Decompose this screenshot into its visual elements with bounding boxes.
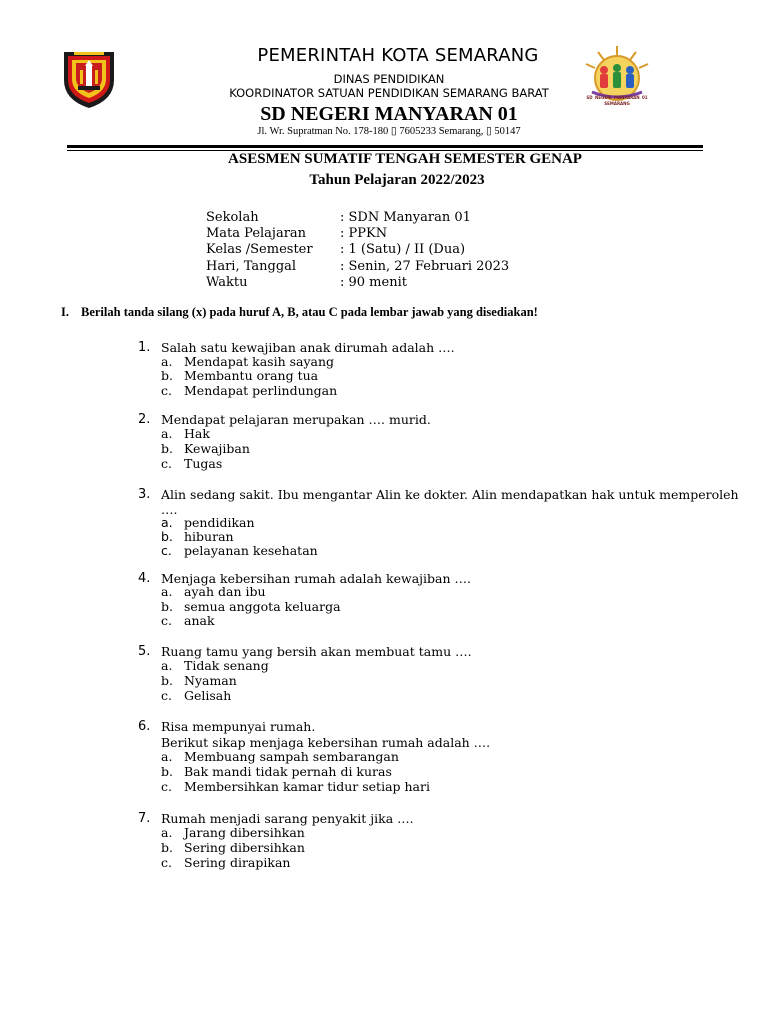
option-letter: c.	[161, 855, 172, 870]
question-text: Menjaga kebersihan rumah adalah kewajiban ….	[161, 571, 471, 586]
option-text: Sering dirapikan	[184, 855, 291, 870]
question-text: Rumah menjadi sarang penyakit jika ….	[161, 811, 414, 826]
option-letter: b.	[161, 441, 173, 456]
option-letter: b.	[161, 529, 173, 544]
option-text: Hak	[184, 426, 210, 441]
school-logo-caption: SD NEGERI MANYARAN 01 SEMARANG	[586, 95, 648, 106]
exam-year: Tahun Pelajaran 2022/2023	[309, 172, 485, 188]
question-number: 4.	[138, 571, 151, 586]
info-value: : Senin, 27 Februari 2023	[340, 259, 510, 274]
option-letter: b.	[161, 673, 173, 688]
header-department: DINAS PENDIDIKAN	[333, 72, 445, 86]
question-text-continued: Berikut sikap menjaga kebersihan rumah adalah ….	[161, 735, 491, 750]
option-text: Kewajiban	[184, 441, 250, 456]
option-letter: c.	[161, 779, 172, 794]
option-text: Tugas	[184, 456, 223, 471]
option-text: Membantu orang tua	[184, 368, 319, 383]
question-number: 6.	[138, 719, 151, 734]
header-divider-thick	[67, 145, 703, 148]
option-text: Tidak senang	[184, 658, 269, 673]
header-government: PEMERINTAH KOTA SEMARANG	[257, 45, 539, 66]
question-text-continued: ….	[161, 502, 178, 517]
info-label: Waktu	[206, 275, 248, 290]
option-text: Mendapat kasih sayang	[184, 354, 335, 369]
option-text: anak	[184, 613, 215, 628]
question-text: Mendapat pelajaran merupakan …. murid.	[161, 412, 431, 427]
option-letter: a.	[161, 515, 173, 530]
question-text: Alin sedang sakit. Ibu mengantar Alin ke dokter. Alin mendapatkan hak untuk memperoleh	[161, 487, 739, 502]
question-number: 5.	[138, 644, 151, 659]
question-text: Salah satu kewajiban anak dirumah adalah ….	[161, 340, 455, 355]
option-letter: a.	[161, 658, 173, 673]
option-text: Bak mandi tidak pernah di kuras	[184, 764, 392, 779]
option-text: Nyaman	[184, 673, 237, 688]
option-text: pendidikan	[184, 515, 255, 530]
option-letter: a.	[161, 825, 173, 840]
header-coordinator: KOORDINATOR SATUAN PENDIDIKAN SEMARANG BARAT	[229, 86, 549, 100]
question-number: 7.	[138, 811, 151, 826]
option-text: Sering dibersihkan	[184, 840, 305, 855]
header-school-name: SD NEGERI MANYARAN 01	[260, 103, 518, 125]
option-text: Mendapat perlindungan	[184, 383, 338, 398]
option-text: Gelisah	[184, 688, 232, 703]
info-label: Kelas /Semester	[206, 242, 313, 257]
info-value: : PPKN	[340, 226, 388, 241]
option-text: Jarang dibersihkan	[184, 825, 305, 840]
info-value: : SDN Manyaran 01	[340, 210, 471, 225]
info-label: Mata Pelajaran	[206, 226, 307, 241]
info-label: Sekolah	[206, 210, 259, 225]
option-letter: b.	[161, 840, 173, 855]
option-letter: c.	[161, 688, 172, 703]
instruction-text: Berilah tanda silang (x) pada huruf A, B, atau C pada lembar jawab yang disediakan!	[81, 305, 538, 319]
question-text: Risa mempunyai rumah.	[161, 719, 316, 734]
option-letter: c.	[161, 456, 172, 471]
info-value: : 1 (Satu) / II (Dua)	[340, 242, 466, 257]
question-number: 2.	[138, 412, 151, 427]
option-letter: a.	[161, 584, 173, 599]
option-text: pelayanan kesehatan	[184, 543, 318, 558]
question-number: 1.	[138, 340, 151, 355]
option-text: hiburan	[184, 529, 234, 544]
question-text: Ruang tamu yang bersih akan membuat tamu ….	[161, 644, 472, 659]
option-text: Membersihkan kamar tidur setiap hari	[184, 779, 430, 794]
option-letter: b.	[161, 764, 173, 779]
option-letter: a.	[161, 749, 173, 764]
option-letter: a.	[161, 354, 173, 369]
instruction-number: I.	[61, 305, 69, 319]
option-text: Membuang sampah sembarangan	[184, 749, 399, 764]
option-letter: b.	[161, 599, 173, 614]
exam-title: ASESMEN SUMATIF TENGAH SEMESTER GENAP	[228, 151, 582, 167]
header-address: Jl. Wr. Supratman No. 178-180 ▯ 7605233 Semarang, ▯ 50147	[257, 126, 521, 137]
option-letter: c.	[161, 613, 172, 628]
option-text: ayah dan ibu	[184, 584, 266, 599]
info-label: Hari, Tanggal	[206, 259, 297, 274]
option-letter: b.	[161, 368, 173, 383]
question-number: 3.	[138, 487, 151, 502]
option-letter: a.	[161, 426, 173, 441]
option-letter: c.	[161, 383, 172, 398]
option-text: semua anggota keluarga	[184, 599, 341, 614]
option-letter: c.	[161, 543, 172, 558]
info-value: : 90 menit	[340, 275, 407, 290]
